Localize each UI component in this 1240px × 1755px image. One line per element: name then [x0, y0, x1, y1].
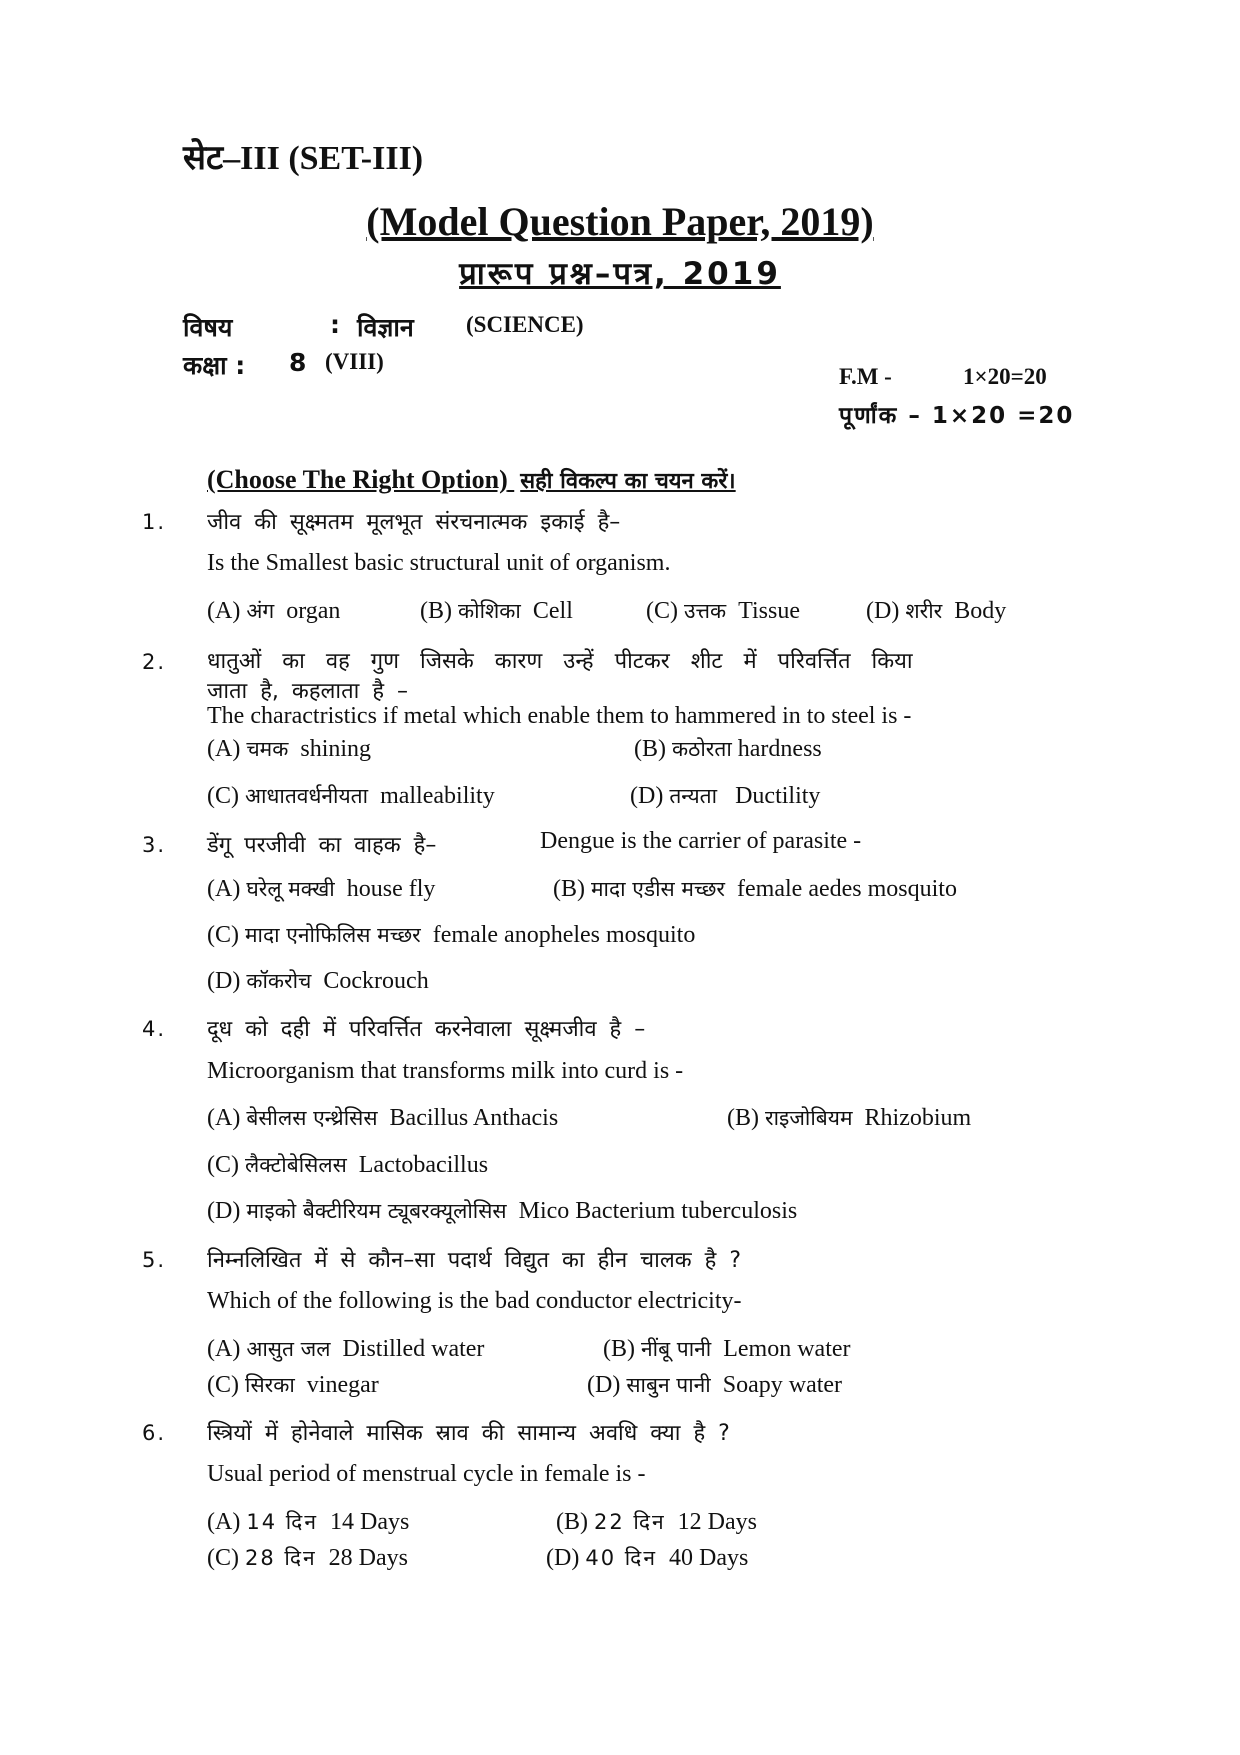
- option-hindi: तन्यता: [669, 784, 718, 808]
- option-b[interactable]: [553, 875, 957, 903]
- question-english: Which of the following is the bad conductor electricity-: [207, 1288, 742, 1314]
- question-hindi: दूध को दही में परिवर्त्तित करनेवाला सूक्ष्मजीव है –: [207, 1017, 646, 1042]
- option-key: (A): [207, 598, 241, 624]
- option-a[interactable]: [207, 597, 340, 625]
- option-english: Lactobacillus: [358, 1152, 489, 1178]
- option-english: female anopheles mosquito: [432, 922, 696, 948]
- option-english: house fly: [346, 876, 436, 902]
- option-hindi: कठोरता: [672, 737, 732, 761]
- question-english: Usual period of menstrual cycle in female is -: [207, 1461, 646, 1487]
- option-english: hardness: [737, 736, 822, 762]
- option-english: Rhizobium: [864, 1105, 972, 1131]
- question-hindi: निम्नलिखित में से कौन–सा पदार्थ विद्युत का हीन चालक है ?: [207, 1248, 742, 1273]
- option-key: (B): [603, 1336, 635, 1362]
- option-d[interactable]: [207, 1197, 797, 1225]
- option-hindi: शरीर: [905, 599, 943, 623]
- class-number: 8: [289, 348, 307, 377]
- option-key: (C): [207, 922, 239, 948]
- title-hindi: प्रारूप प्रश्न–पत्र, 2019: [459, 256, 781, 292]
- option-key: (D): [866, 598, 900, 624]
- option-key: (B): [553, 876, 585, 902]
- option-hindi: लैक्टोबेसिलस: [245, 1153, 347, 1177]
- option-hindi: कोशिका: [458, 599, 521, 623]
- class-label: कक्षा :: [183, 351, 246, 380]
- option-a[interactable]: [207, 1335, 484, 1363]
- option-key: (B): [420, 598, 452, 624]
- option-english: Mico Bacterium tuberculosis: [518, 1198, 798, 1224]
- option-hindi: अंग: [246, 599, 275, 623]
- option-english: organ: [286, 598, 341, 624]
- option-b[interactable]: [603, 1335, 851, 1363]
- option-hindi: मादा एनोफिलिस मच्छर: [245, 923, 421, 947]
- option-english: shining: [300, 736, 372, 762]
- option-hindi: कॉकरोच: [246, 969, 312, 993]
- option-key: (C): [207, 1545, 239, 1571]
- option-hindi: माइको बैक्टीरियम ट्यूबरक्यूलोसिस: [246, 1199, 507, 1223]
- option-key: (D): [587, 1372, 621, 1398]
- option-key: (D): [207, 1198, 241, 1224]
- option-d[interactable]: [630, 782, 820, 810]
- option-hindi: सिरका: [245, 1373, 295, 1397]
- option-english: 14 Days: [329, 1509, 410, 1535]
- option-key: (A): [207, 1105, 241, 1131]
- option-hindi: साबुन पानी: [626, 1373, 711, 1397]
- subject-hindi: विज्ञान: [357, 313, 414, 342]
- option-c[interactable]: [646, 597, 800, 625]
- subject-label: विषय: [183, 313, 233, 342]
- option-hindi: 22 दिन: [594, 1510, 666, 1534]
- title-english: (Model Question Paper, 2019): [366, 199, 874, 244]
- option-hindi: 40 दिन: [585, 1546, 657, 1570]
- option-d[interactable]: [546, 1544, 748, 1572]
- subject-english: (SCIENCE): [466, 312, 584, 337]
- option-hindi: आधातवर्धनीयता: [245, 784, 369, 808]
- option-key: (C): [646, 598, 678, 624]
- subject-colon: :: [330, 310, 340, 339]
- full-marks-label: F.M -: [839, 364, 892, 389]
- question-hindi: जीव की सूक्ष्मतम मूलभूत संरचनात्मक इकाई है–: [207, 510, 621, 535]
- instruction-hindi: सही विकल्प का चयन करें।: [520, 469, 736, 494]
- option-key: (D): [546, 1545, 580, 1571]
- option-english: 12 Days: [677, 1509, 757, 1535]
- set-label: सेट–III (SET-III): [183, 140, 424, 177]
- option-b[interactable]: [556, 1508, 757, 1536]
- option-hindi: घरेलू मक्खी: [246, 877, 335, 901]
- question-hindi: धातुओं का वह गुण जिसके कारण उन्हें पीटकर शीट में परिवर्त्तित किया: [207, 649, 913, 674]
- option-d[interactable]: [207, 967, 429, 995]
- option-key: (A): [207, 736, 241, 762]
- option-key: (C): [207, 1152, 239, 1178]
- option-c[interactable]: [207, 1544, 408, 1572]
- question-english: The charactristics if metal which enable them to hammered in to steel is -: [207, 703, 912, 729]
- question-number: 5.: [142, 1248, 167, 1272]
- option-english: 40 Days: [668, 1545, 749, 1571]
- option-key: (D): [207, 968, 241, 994]
- option-c[interactable]: [207, 1371, 379, 1399]
- option-c[interactable]: [207, 782, 495, 810]
- option-b[interactable]: [727, 1104, 971, 1132]
- option-b[interactable]: [420, 597, 573, 625]
- option-english: vinegar: [306, 1372, 379, 1398]
- option-hindi: आसुत जल: [246, 1337, 331, 1361]
- option-key: (D): [630, 783, 664, 809]
- option-english: female aedes mosquito: [737, 876, 957, 902]
- instruction: [207, 465, 736, 495]
- option-english: Bacillus Anthacis: [389, 1105, 559, 1131]
- option-hindi: 14 दिन: [246, 1510, 318, 1534]
- full-marks-hindi: पूर्णांक – 1×20 =20: [839, 403, 1075, 429]
- question-number: 1.: [142, 510, 167, 534]
- option-english: Cockrouch: [323, 968, 429, 994]
- option-english: Lemon water: [723, 1336, 851, 1362]
- question-number: 3.: [142, 833, 167, 857]
- question-hindi-continued: जाता है, कहलाता है –: [207, 679, 409, 704]
- option-d[interactable]: [587, 1371, 842, 1399]
- option-hindi: नींबू पानी: [641, 1337, 712, 1361]
- option-english: 28 Days: [328, 1545, 408, 1571]
- option-hindi: 28 दिन: [245, 1546, 317, 1570]
- option-hindi: चमक: [246, 737, 289, 761]
- question-number: 4.: [142, 1017, 167, 1041]
- question-english: Is the Smallest basic structural unit of organism.: [207, 550, 671, 576]
- option-key: (C): [207, 783, 239, 809]
- option-c[interactable]: [207, 921, 695, 949]
- option-english: Soapy water: [722, 1372, 843, 1398]
- option-key: (A): [207, 1509, 241, 1535]
- question-hindi: स्त्रियों में होनेवाले मासिक स्राव की सामान्य अवधि क्या है ?: [207, 1421, 730, 1446]
- option-c[interactable]: [207, 1151, 488, 1179]
- option-d[interactable]: [866, 597, 1006, 625]
- option-english: Cell: [532, 598, 573, 624]
- option-a[interactable]: [207, 875, 435, 903]
- option-hindi: उत्तक: [684, 599, 727, 623]
- option-english: malleability: [380, 783, 495, 809]
- option-english: Body: [954, 598, 1007, 624]
- question-number: 6.: [142, 1421, 167, 1445]
- option-a[interactable]: [207, 1104, 558, 1132]
- option-key: (B): [727, 1105, 759, 1131]
- option-english: Distilled water: [342, 1336, 485, 1362]
- option-key: (B): [634, 736, 666, 762]
- instruction-english: (Choose The Right Option): [207, 465, 508, 494]
- question-english: Dengue is the carrier of parasite -: [540, 828, 862, 854]
- option-key: (A): [207, 876, 241, 902]
- option-hindi: मादा एडीस मच्छर: [591, 877, 726, 901]
- option-key: (B): [556, 1509, 588, 1535]
- option-key: (C): [207, 1372, 239, 1398]
- option-a[interactable]: [207, 735, 371, 763]
- full-marks-value: 1×20=20: [963, 364, 1047, 389]
- option-a[interactable]: [207, 1508, 409, 1536]
- option-key: (A): [207, 1336, 241, 1362]
- option-hindi: राइजोबियम: [765, 1106, 853, 1130]
- question-number: 2.: [142, 650, 167, 674]
- option-hindi: बेसीलस एन्थ्रेसिस: [246, 1106, 378, 1130]
- option-english: Tissue: [738, 598, 800, 624]
- question-english: Microorganism that transforms milk into curd is -: [207, 1058, 684, 1084]
- question-hindi: डेंगू परजीवी का वाहक है–: [207, 833, 437, 858]
- option-b[interactable]: [634, 735, 822, 763]
- class-roman: (VIII): [325, 349, 384, 374]
- option-english: Ductility: [735, 783, 821, 809]
